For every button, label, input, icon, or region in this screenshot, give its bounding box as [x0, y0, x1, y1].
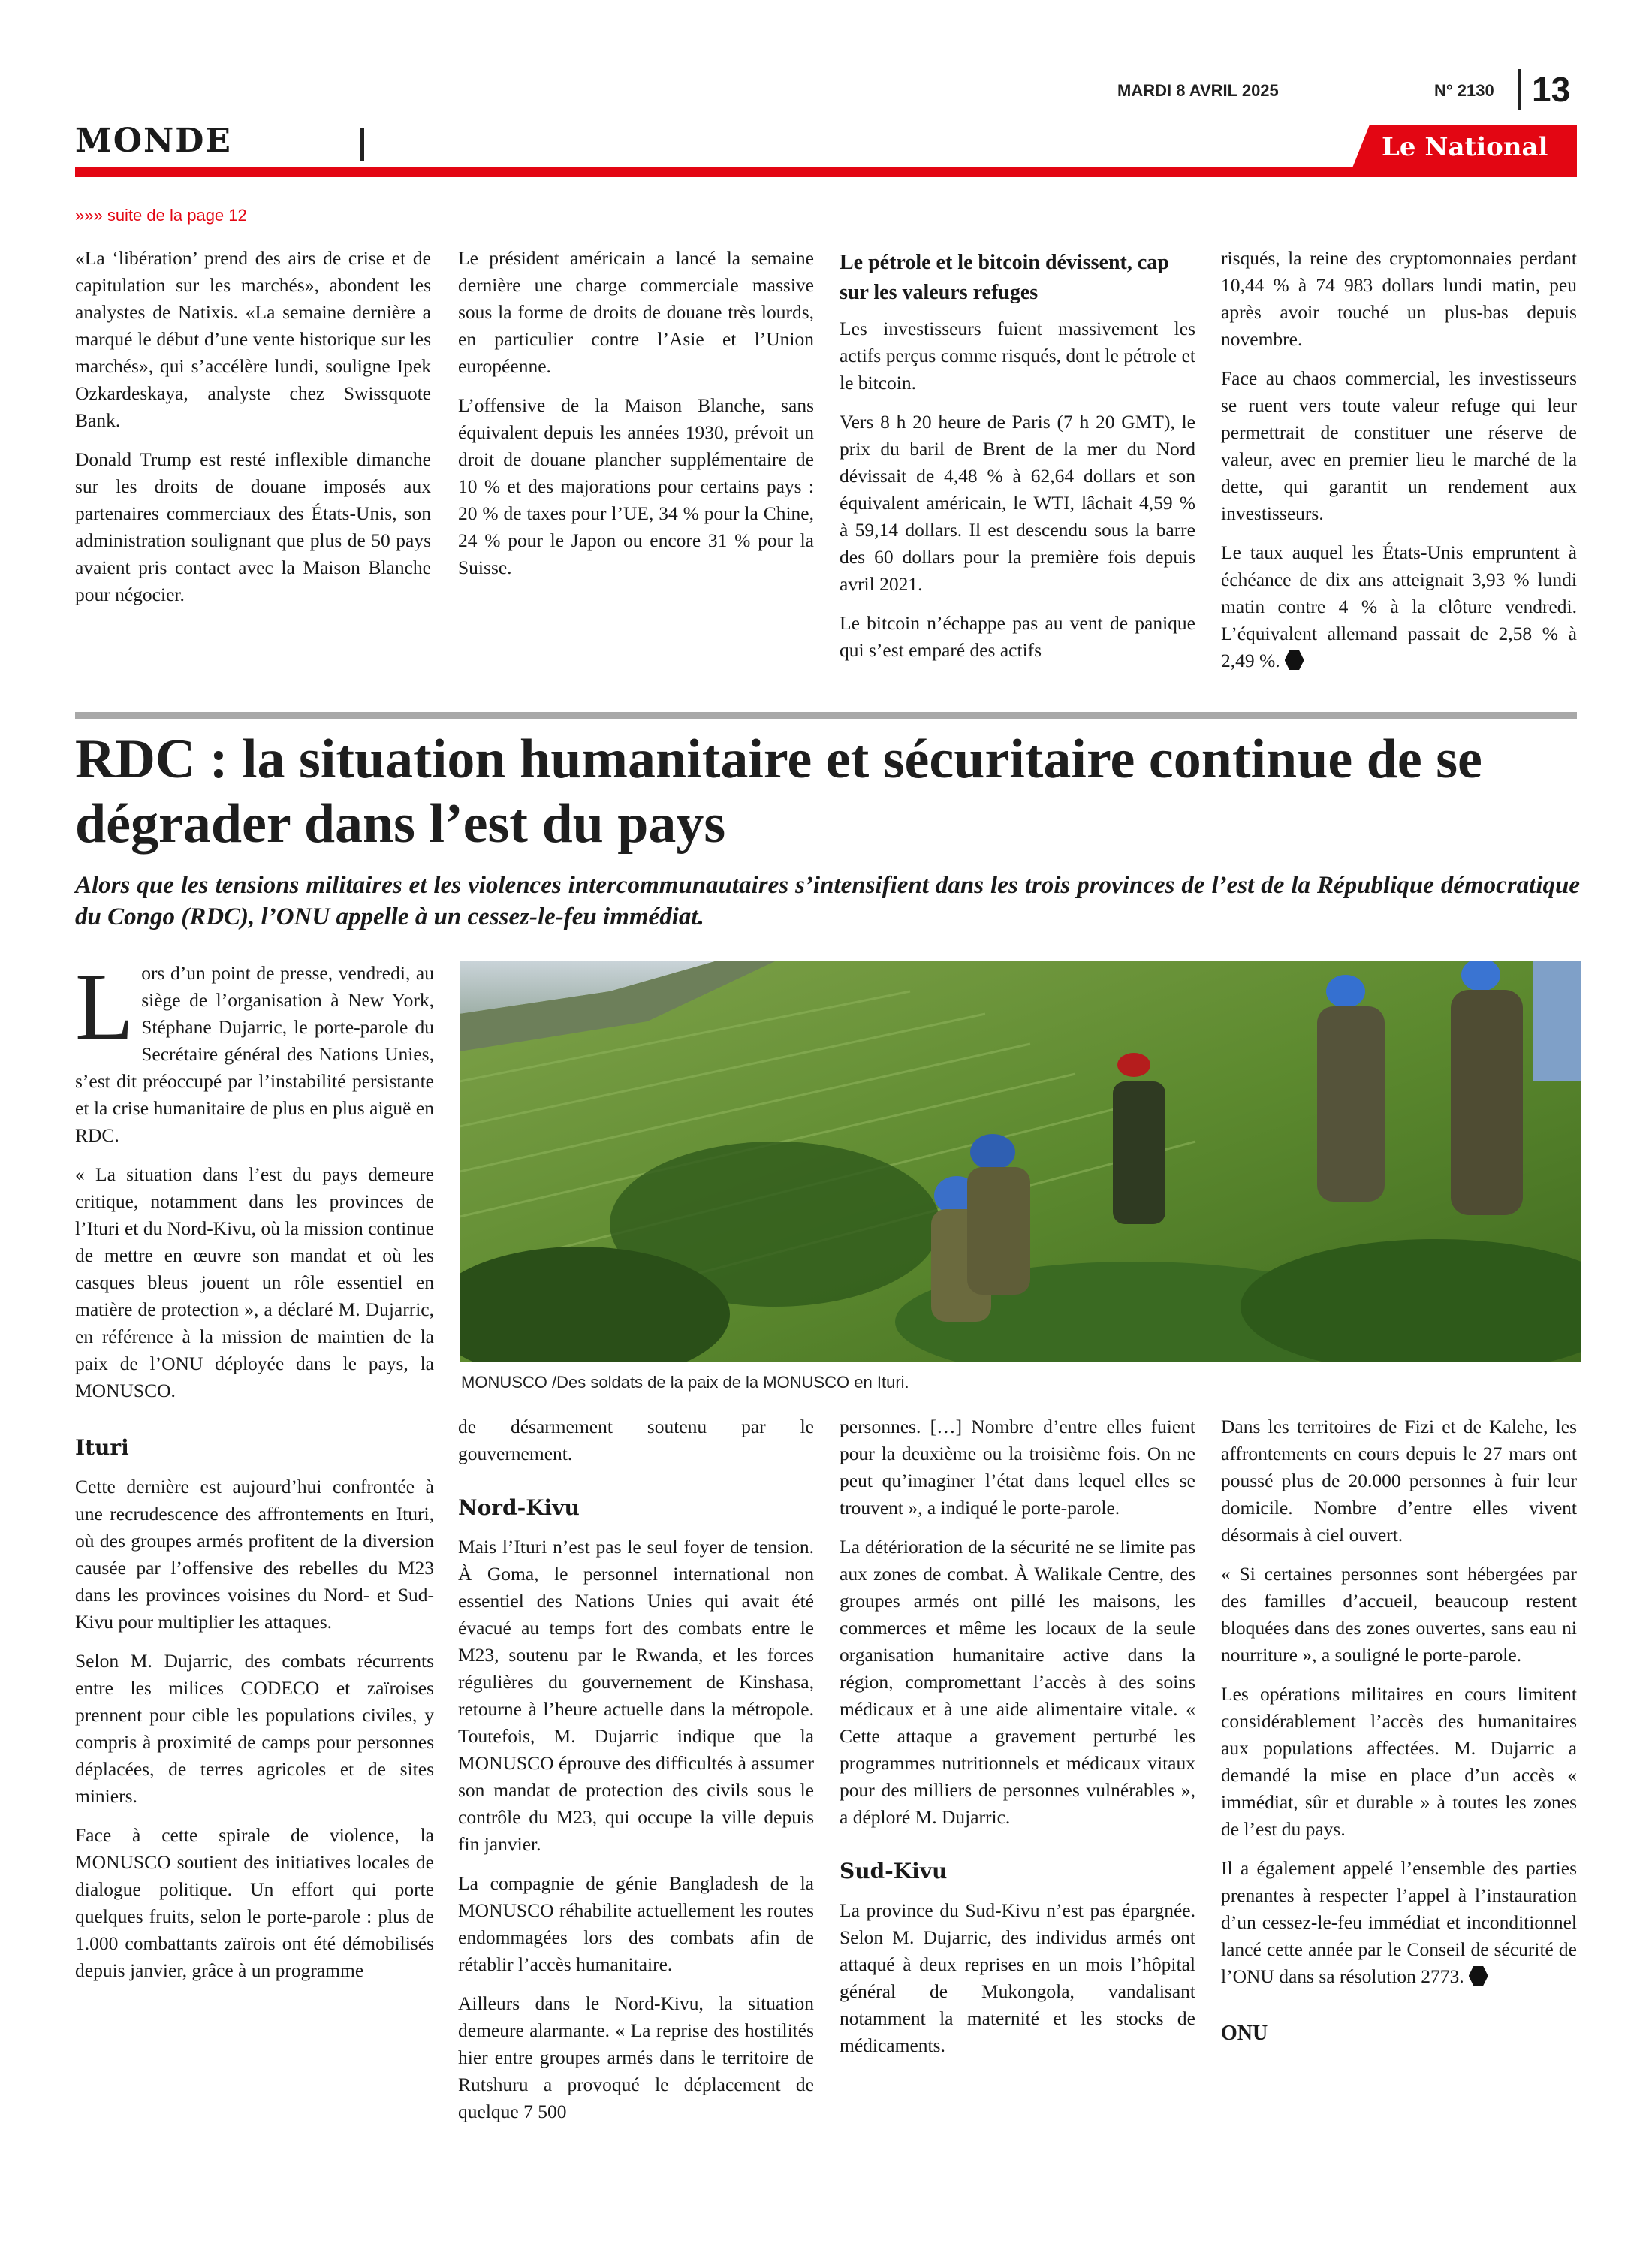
- issue-date: MARDI 8 AVRIL 2025: [1117, 81, 1279, 100]
- lead-paragraph: [75, 953, 434, 1149]
- paragraph: « La situation dans l’est du pays demeure critique, notamment dans les provinces de l’Ituri et du Nord-Kivu, où la mission continue de mettre en œuvre son mandat et où les casques bleus jouent un rôle essentiel en matière de protection », a déclaré M. Dujarric, en référence à la mission de maintien de la paix de l’ONU déployée dans le pays, la MONUSCO.: [75, 1163, 434, 1401]
- subheading-nord-kivu: Nord-Kivu: [458, 1495, 580, 1520]
- paragraph: « Si certaines personnes sont hébergées par des familles d’accueil, beaucoup restent bloquées dans des zones ouvertes, sans eau ni nourriture », a souligné le porte-parole.: [1221, 1563, 1577, 1666]
- paragraph: Les opérations militaires en cours limitent considérablement l’accès des humanitaires aux populations affectées. M. Dujarric a demandé la mise en place d’un accès « immédiat, sûr et durable » à toutes les zones de l’est du pays.: [1221, 1683, 1577, 1840]
- photo-caption: MONUSCO /Des soldats de la paix de la MONUSCO en Ituri.: [461, 1373, 909, 1392]
- paragraph: Les investisseurs fuient massivement les actifs perçus comme risqués, dont le pétrole et le bitcoin.: [840, 318, 1195, 394]
- article-headline: RDC : la situation humanitaire et sécuritaire continue de se dégrader dans l’est du pays: [75, 728, 1482, 855]
- paragraph: de désarmement soutenu par le gouvernement.: [458, 1416, 814, 1464]
- paragraph-last: [1221, 1855, 1577, 1990]
- paragraph: La détérioration de la sécurité ne se limite pas aux zones de combat. À Walikale Centre, des groupes armés ont pillé les maisons, les commerces et même les locaux de la seule organisation humanitaire active dans la région, compromettant l’accès à des soins médicaux et à une aide alimentaire vitale. « Cette attaque a gravement perturbé les programmes nutritionnels et médicaux vitaux pour des milliers de personnes vulnérables », a déploré M. Dujarric.: [840, 1536, 1195, 1828]
- paragraph: Ailleurs dans le Nord-Kivu, la situation demeure alarmante. « La reprise des hostilités hier entre groupes armés dans le territoire de Rutshuru a provoqué le déplacement de quelque 7 500: [458, 1992, 814, 2122]
- paragraph-text: Il a également appelé l’ensemble des parties prenantes à respecter l’appel à l’instauration d’un cessez-le-feu immédiat et inconditionnel lancé cette année par le Conseil de sécurité de l’ONU dans sa résolution 2773.: [1221, 1857, 1577, 1987]
- paragraph: Cette dernière est aujourd’hui confrontée à une recrudescence des affrontements en Ituri, où des groupes armés profitent de la diversion causée par l’offensive des rebelles du M23 dans les provinces voisines du Nord- et Sud-Kivu pour multiplier les attaques.: [75, 1476, 434, 1633]
- subheading-ituri: Ituri: [75, 1435, 129, 1460]
- paragraph-last: [1221, 539, 1577, 674]
- paragraph: risqués, la reine des cryptomonnaies perdant 10,44 % à 74 983 dollars lundi matin, peu après avoir touché un plus-bas depuis novembre.: [1221, 247, 1577, 350]
- end-of-article-icon: [1285, 650, 1304, 670]
- issue-number: N° 2130: [1434, 81, 1494, 100]
- main-article-col4: [1221, 1413, 1577, 2059]
- paragraph: «La ‘libération’ prend des airs de crise et de capitulation sur les marchés», abondent les analystes de Natixis. «La semaine dernière a marqué le début d’une vente historique sur les marchés», qui s’accélère lundi, souligne Ipek Ozkardeskaya, analyste chez Swissquote Bank.: [75, 247, 431, 431]
- masthead-logo: Le National: [1382, 132, 1548, 162]
- paragraph: personnes. […] Nombre d’entre elles fuient pour la deuxième ou la troisième fois. On ne peut qu’imaginer l’état dans lequel elles se trouvent », a indiqué le porte-parole.: [840, 1416, 1195, 1519]
- paragraph: Donald Trump est resté inflexible dimanche sur les droits de douane imposés aux partenaires commerciaux des États-Unis, son administration soulignant que plus de 50 pays avaient pris contact avec la Maison Blanche pour négocier.: [75, 448, 431, 605]
- top-article-col1: [75, 245, 431, 620]
- article-signature: ONU: [1221, 2022, 1268, 2045]
- article-photo: [460, 961, 1581, 1362]
- section-divider: [360, 128, 364, 161]
- soldiers-photo-illustration: [460, 961, 1581, 1362]
- subheading-sud-kivu: Sud-Kivu: [840, 1859, 948, 1884]
- subheading: Le pétrole et le bitcoin dévissent, cap sur les valeurs refuges: [840, 251, 1169, 304]
- paragraph: Face au chaos commercial, les investisseurs se ruent vers toute valeur refuge qui leur permettrait de constituer une réserve de valeur, avec en premier lieu le marché de la dette, qui garantit un rendement aux investisseurs.: [1221, 367, 1577, 524]
- paragraph-text: Le taux auquel les États-Unis empruntent à échéance de dix ans atteignait 3,93 % lundi matin contre 4 % à la clôture vendredi. L’équivalent allemand passait de 2,58 % à 2,49 %.: [1221, 541, 1577, 671]
- top-article-col4: [1221, 245, 1577, 686]
- main-article-col2: [458, 1413, 814, 2137]
- drop-cap: L: [75, 953, 134, 1060]
- end-of-article-icon: [1469, 1966, 1488, 1986]
- paragraph: La compagnie de génie Bangladesh de la MONUSCO réhabilite actuellement les routes endommagées lors des combats afin de rétablir l’accès humanitaire.: [458, 1872, 814, 1975]
- paragraph: L’offensive de la Maison Blanche, sans équivalent depuis les années 1930, prévoit un droit de douane plancher supplémentaire de 10 % et des majorations pour certains pays : 20 % de taxes pour l’UE, 34 % pour la Chine, 24 % pour le Japon ou encore 31 % pour la Suisse.: [458, 394, 814, 578]
- paragraph: Face à cette spirale de violence, la MONUSCO soutient des initiatives locales de dialogue politique. Un effort qui porte quelques fruits, selon le porte-parole : plus de 1.000 combattants zaïrois ont été démobilisés depuis janvier, grâce à un programme: [75, 1824, 434, 1981]
- paragraph: Selon M. Dujarric, des combats récurrents entre les milices CODECO et zaïroises prennent pour cible les populations civiles, y compris à proximité de camps pour personnes déplacées, de terres agricoles et de sites miniers.: [75, 1650, 434, 1807]
- article-standfirst: Alors que les tensions militaires et les violences intercommunautaires s’intensifient dans les trois provinces de l’est de la République démocratique du Congo (RDC), l’ONU appelle à un cessez-le-feu immédiat.: [75, 872, 1580, 930]
- main-article-col3: [840, 1413, 1195, 2071]
- paragraph: Mais l’Ituri n’est pas le seul foyer de tension. À Goma, le personnel international non essentiel des Nations Unies qui avait été évacué au temps fort des combats entre le M23, soutenu par le Rwanda, et les forces régulières du gouvernement de Kinshasa, retourne à l’heure actuelle dans la métropole. Toutefois, M. Dujarric indique que la MONUSCO éprouve des difficultés à assumer son mandat de protection des civils sous le contrôle du M23, qui occupe la ville depuis fin janvier.: [458, 1536, 814, 1855]
- page-number-divider: [1518, 69, 1521, 110]
- paragraph: La province du Sud-Kivu n’est pas épargnée. Selon M. Dujarric, des individus armés ont attaqué à deux reprises en un mois l’hôpital général de Mukongola, vandalisant notamment la maternité et les stocks de médicaments.: [840, 1899, 1195, 2056]
- main-article-col1: [75, 953, 434, 1996]
- paragraph: Dans les territoires de Fizi et de Kalehe, les affrontements en cours depuis le 27 mars ont poussé plus de 20.000 personnes à fuir leur domicile. Nombre d’entre elles vivent désormais à ciel ouvert.: [1221, 1416, 1577, 1546]
- paragraph: Vers 8 h 20 heure de Paris (7 h 20 GMT), le prix du baril de Brent de la mer du Nord dévissait de 4,48 % à 62,64 dollars et son équivalent américain, le WTI, lâchait 4,59 % à 59,14 dollars. Il est descendu sous la barre des 60 dollars pour la première fois depuis avril 2021.: [840, 411, 1195, 595]
- paragraph: Le bitcoin n’échappe pas au vent de panique qui s’est emparé des actifs: [840, 612, 1195, 661]
- top-article-col3: [840, 248, 1195, 676]
- paragraph-text: ors d’un point de presse, vendredi, au siège de l’organisation à New York, Stéphane Dujarric, le porte-parole du Secrétaire général des Nations Unies, s’est dit préoccupé par l’instabilité persistante et la crise humanitaire de plus en plus aiguë en RDC.: [75, 962, 434, 1146]
- page-number: 13: [1532, 70, 1571, 109]
- article-separator: [75, 712, 1577, 719]
- section-title: MONDE: [75, 122, 232, 160]
- top-article-col2: [458, 245, 814, 593]
- paragraph: Le président américain a lancé la semaine dernière une charge commerciale massive sous la forme de droits de douane très lourds, en particulier contre l’Asie et l’Union européenne.: [458, 247, 814, 377]
- continued-from-link[interactable]: »»» suite de la page 12: [75, 206, 247, 225]
